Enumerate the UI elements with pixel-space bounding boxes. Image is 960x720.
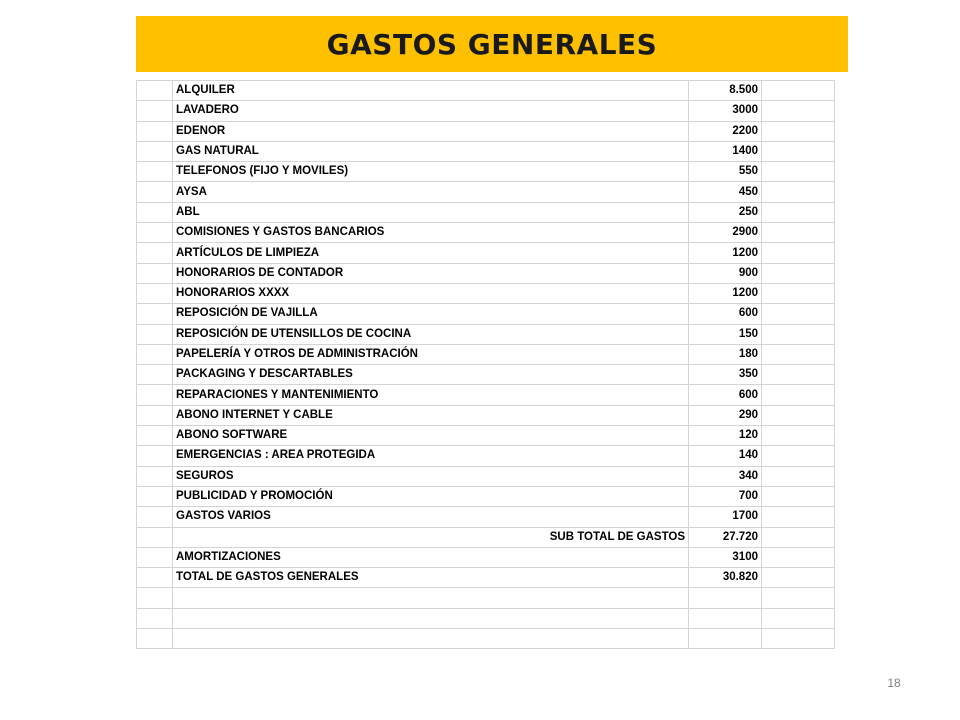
- expense-row: [137, 283, 835, 303]
- expense-row: [137, 324, 835, 344]
- empty-cell: [762, 629, 835, 649]
- expense-label: EDENOR: [173, 121, 689, 141]
- expense-label: PUBLICIDAD Y PROMOCIÓN: [173, 486, 689, 506]
- expense-label: HONORARIOS DE CONTADOR: [173, 263, 689, 283]
- row-index-cell: [137, 283, 173, 303]
- empty-cell: [762, 588, 835, 608]
- empty-cell: [762, 162, 835, 182]
- subtotal-row: [137, 527, 835, 547]
- total-row: [137, 568, 835, 588]
- row-index-cell: [137, 568, 173, 588]
- expense-row: [137, 426, 835, 446]
- expense-value: 1400: [689, 141, 762, 161]
- subtotal-label: SUB TOTAL DE GASTOS: [173, 527, 689, 547]
- empty-cell: [762, 446, 835, 466]
- row-index-cell: [137, 162, 173, 182]
- expense-label: GAS NATURAL: [173, 141, 689, 161]
- empty-cell: [762, 344, 835, 364]
- expense-value: 140: [689, 446, 762, 466]
- title-banner: [136, 16, 848, 72]
- empty-cell: [762, 81, 835, 101]
- expense-value: 600: [689, 304, 762, 324]
- row-index-cell: [137, 486, 173, 506]
- expense-value: 8.500: [689, 81, 762, 101]
- expense-row: [137, 466, 835, 486]
- row-index-cell: [137, 365, 173, 385]
- empty-cell: [762, 141, 835, 161]
- empty-cell: [762, 486, 835, 506]
- expense-value: 250: [689, 202, 762, 222]
- expense-value: 180: [689, 344, 762, 364]
- empty-cell: [762, 263, 835, 283]
- expense-row: [137, 365, 835, 385]
- row-index-cell: [137, 466, 173, 486]
- expense-value: 900: [689, 263, 762, 283]
- row-index-cell: [137, 304, 173, 324]
- empty-cell: [762, 304, 835, 324]
- expense-label: HONORARIOS XXXX: [173, 283, 689, 303]
- empty-cell: [173, 588, 689, 608]
- row-index-cell: [137, 121, 173, 141]
- empty-cell: [689, 588, 762, 608]
- expenses-table-body: [137, 81, 835, 649]
- empty-cell: [762, 426, 835, 446]
- empty-cell: [762, 385, 835, 405]
- expense-label: PAPELERÍA Y OTROS DE ADMINISTRACIÓN: [173, 344, 689, 364]
- empty-row: [137, 608, 835, 628]
- expense-row: [137, 81, 835, 101]
- empty-cell: [762, 101, 835, 121]
- empty-cell: [762, 324, 835, 344]
- expense-label: AYSA: [173, 182, 689, 202]
- empty-cell: [689, 629, 762, 649]
- expense-value: 700: [689, 486, 762, 506]
- row-index-cell: [137, 507, 173, 527]
- expense-label: LAVADERO: [173, 101, 689, 121]
- empty-cell: [762, 507, 835, 527]
- expense-value: 290: [689, 405, 762, 425]
- expense-label: PACKAGING Y DESCARTABLES: [173, 365, 689, 385]
- expense-value: 350: [689, 365, 762, 385]
- empty-cell: [137, 629, 173, 649]
- expense-value: 450: [689, 182, 762, 202]
- empty-cell: [762, 182, 835, 202]
- expense-value: 1700: [689, 507, 762, 527]
- expense-label: ABL: [173, 202, 689, 222]
- expense-row: [137, 202, 835, 222]
- expense-label: ARTÍCULOS DE LIMPIEZA: [173, 243, 689, 263]
- expenses-table: [136, 80, 835, 649]
- expense-row: [137, 121, 835, 141]
- total-label: TOTAL DE GASTOS GENERALES: [173, 568, 689, 588]
- expense-value: 3000: [689, 101, 762, 121]
- empty-cell: [762, 466, 835, 486]
- empty-cell: [762, 202, 835, 222]
- expense-row: [137, 162, 835, 182]
- expense-row: [137, 405, 835, 425]
- amortizaciones-row: [137, 547, 835, 567]
- row-index-cell: [137, 385, 173, 405]
- expense-row: [137, 182, 835, 202]
- expense-value: 1200: [689, 283, 762, 303]
- empty-cell: [762, 283, 835, 303]
- empty-row: [137, 629, 835, 649]
- expense-value: 550: [689, 162, 762, 182]
- expense-row: [137, 446, 835, 466]
- empty-cell: [137, 608, 173, 628]
- expense-value: 150: [689, 324, 762, 344]
- row-index-cell: [137, 446, 173, 466]
- expense-row: [137, 263, 835, 283]
- expense-label: REPOSICIÓN DE VAJILLA: [173, 304, 689, 324]
- row-index-cell: [137, 426, 173, 446]
- empty-cell: [762, 568, 835, 588]
- empty-cell: [762, 243, 835, 263]
- expense-value: 1200: [689, 243, 762, 263]
- expense-label: ABONO INTERNET Y CABLE: [173, 405, 689, 425]
- empty-cell: [689, 608, 762, 628]
- expense-label: SEGUROS: [173, 466, 689, 486]
- empty-cell: [762, 121, 835, 141]
- row-index-cell: [137, 527, 173, 547]
- row-index-cell: [137, 547, 173, 567]
- subtotal-value: 27.720: [689, 527, 762, 547]
- empty-cell: [137, 588, 173, 608]
- expense-label: EMERGENCIAS : AREA PROTEGIDA: [173, 446, 689, 466]
- empty-cell: [173, 629, 689, 649]
- empty-row: [137, 588, 835, 608]
- expense-row: [137, 507, 835, 527]
- expense-value: 2900: [689, 223, 762, 243]
- expense-label: ABONO SOFTWARE: [173, 426, 689, 446]
- empty-cell: [762, 527, 835, 547]
- expense-value: 2200: [689, 121, 762, 141]
- row-index-cell: [137, 182, 173, 202]
- expense-label: GASTOS VARIOS: [173, 507, 689, 527]
- empty-cell: [762, 405, 835, 425]
- empty-cell: [762, 547, 835, 567]
- expense-row: [137, 141, 835, 161]
- expense-value: 340: [689, 466, 762, 486]
- row-index-cell: [137, 344, 173, 364]
- expense-label: TELEFONOS (FIJO Y MOVILES): [173, 162, 689, 182]
- expense-row: [137, 385, 835, 405]
- empty-cell: [173, 608, 689, 628]
- expense-value: 120: [689, 426, 762, 446]
- row-index-cell: [137, 405, 173, 425]
- page-title: GASTOS GENERALES: [326, 27, 658, 61]
- empty-cell: [762, 608, 835, 628]
- expense-label: ALQUILER: [173, 81, 689, 101]
- total-value: 30.820: [689, 568, 762, 588]
- empty-cell: [762, 223, 835, 243]
- expense-row: [137, 344, 835, 364]
- row-index-cell: [137, 223, 173, 243]
- expense-label: REPOSICIÓN DE UTENSILLOS DE COCINA: [173, 324, 689, 344]
- row-index-cell: [137, 81, 173, 101]
- expense-row: [137, 304, 835, 324]
- expense-row: [137, 486, 835, 506]
- expense-label: COMISIONES Y GASTOS BANCARIOS: [173, 223, 689, 243]
- row-index-cell: [137, 324, 173, 344]
- expense-row: [137, 243, 835, 263]
- expense-value: 600: [689, 385, 762, 405]
- amortizaciones-value: 3100: [689, 547, 762, 567]
- expense-row: [137, 101, 835, 121]
- row-index-cell: [137, 243, 173, 263]
- row-index-cell: [137, 141, 173, 161]
- row-index-cell: [137, 263, 173, 283]
- row-index-cell: [137, 202, 173, 222]
- empty-cell: [762, 365, 835, 385]
- row-index-cell: [137, 101, 173, 121]
- page-number: 18: [887, 676, 901, 690]
- amortizaciones-label: AMORTIZACIONES: [173, 547, 689, 567]
- expense-label: REPARACIONES Y MANTENIMIENTO: [173, 385, 689, 405]
- expense-row: [137, 223, 835, 243]
